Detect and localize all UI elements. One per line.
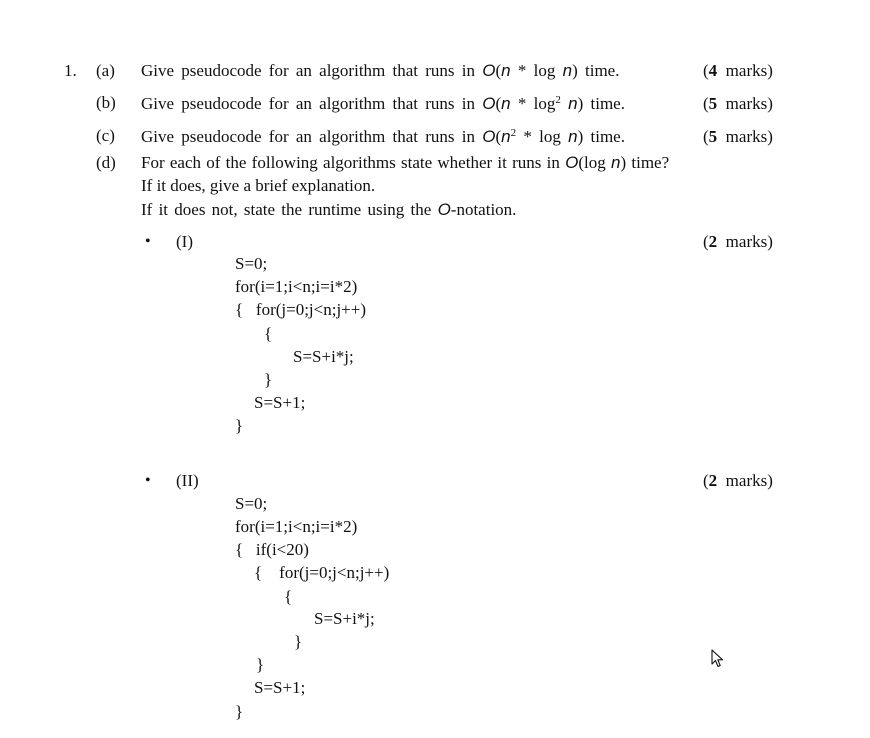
- item-1-label: (I): [176, 232, 193, 251]
- code-line: }: [235, 702, 244, 721]
- code-line: S=0;: [235, 254, 268, 273]
- item-2-label: (II): [176, 471, 199, 490]
- part-c-label: (c): [96, 126, 115, 145]
- code-line: for(i=1;i<n;i=i*2): [235, 517, 358, 536]
- part-b-label: (b): [96, 93, 116, 112]
- mouse-cursor-icon: [711, 649, 725, 669]
- code-line: }: [294, 632, 303, 651]
- item-2-marks: (2 marks): [703, 471, 773, 490]
- part-d-line3: If it does not, state the runtime using the O-notation.: [141, 200, 517, 219]
- code-line: }: [235, 416, 244, 435]
- code-line: }: [264, 370, 273, 389]
- part-d-line1: For each of the following algorithms state whether it runs in O(log n) time?: [141, 153, 670, 172]
- code-line: { if(i<20): [235, 540, 309, 559]
- code-line: {: [264, 324, 273, 343]
- question-number: 1.: [64, 61, 77, 80]
- part-b-marks: (5 marks): [703, 94, 773, 113]
- part-c-text: Give pseudocode for an algorithm that runs in $O(n^2$ * log n) time.: [141, 127, 625, 146]
- code-line: S=S+i*j;: [314, 609, 375, 628]
- part-b-text: Give pseudocode for an algorithm that runs in $O(n * \log^2 n)$ time.: [141, 94, 625, 113]
- code-line: { for(j=0;j<n;j++): [254, 563, 390, 582]
- part-d-label: (d): [96, 153, 116, 172]
- code-line: S=S+1;: [254, 393, 306, 412]
- item-1-bullet: •: [145, 233, 151, 250]
- part-a-label: (a): [96, 61, 115, 80]
- code-line: for(i=1;i<n;i=i*2): [235, 277, 358, 296]
- code-line: S=S+1;: [254, 678, 306, 697]
- code-line: S=S+i*j;: [293, 347, 354, 366]
- part-a-marks: (4 marks): [703, 61, 773, 80]
- item-2-bullet: •: [145, 472, 151, 489]
- part-a-text: Give pseudocode for an algorithm that runs in O(n * log n) time.: [141, 61, 620, 80]
- part-c-marks: (5 marks): [703, 127, 773, 146]
- code-line: S=0;: [235, 494, 268, 513]
- code-line: { for(j=0;j<n;j++): [235, 300, 367, 319]
- item-1-marks: (2 marks): [703, 232, 773, 251]
- part-d-line2: If it does, give a brief explanation.: [141, 176, 376, 195]
- code-line: {: [284, 587, 293, 606]
- code-line: }: [256, 655, 265, 674]
